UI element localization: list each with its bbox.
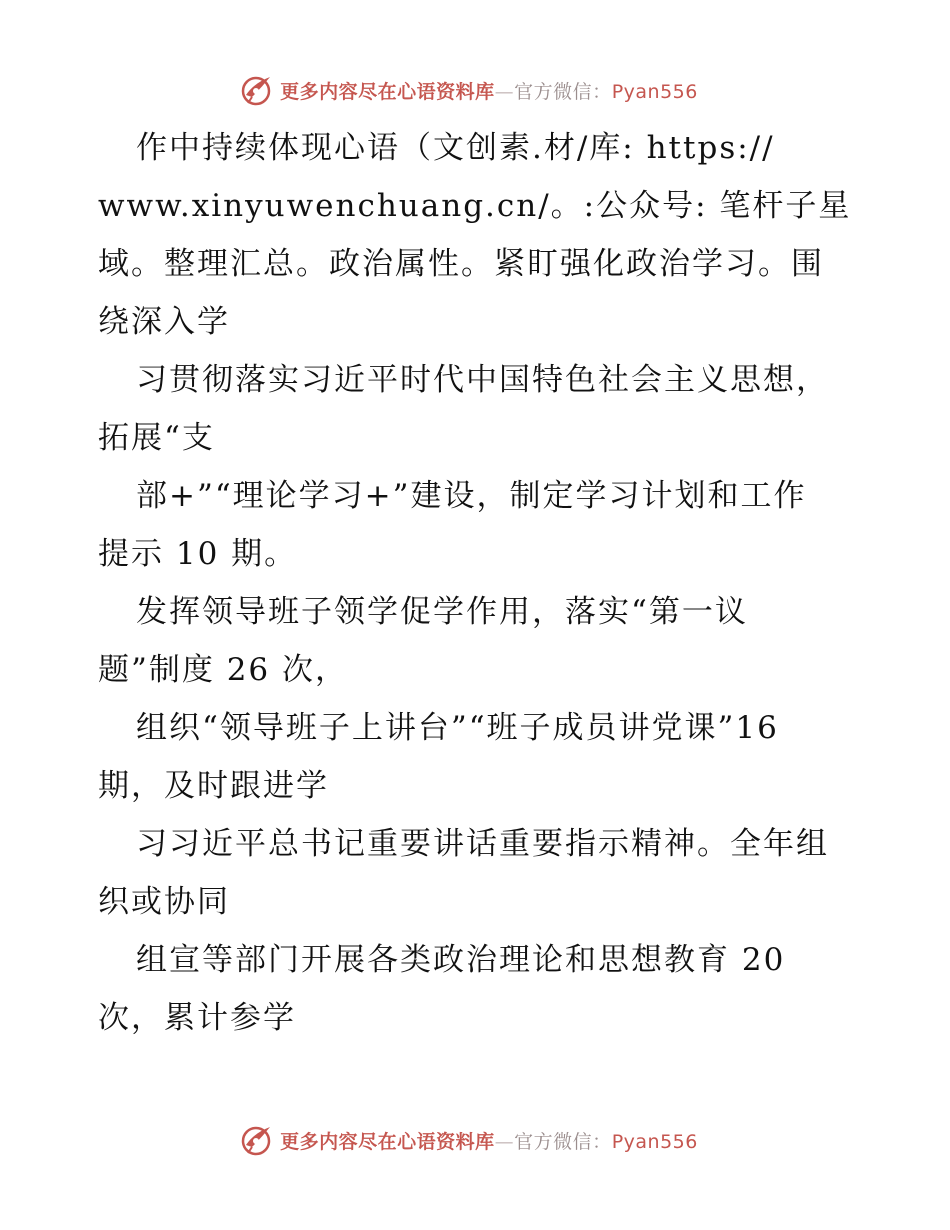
text-line: 提示 10 期。 [98,536,298,572]
text-line: 部+”“理论学习+”建设，制定学习计划和工作 [136,478,807,514]
quill-pen-logo-icon [240,73,274,107]
header-watermark-banner [0,70,950,110]
text-line: 次，累计参学 [98,1000,296,1036]
watermark-text [280,1127,698,1154]
watermark-group [240,73,698,107]
footer-watermark-banner [0,1120,950,1160]
text-line: 域。整理汇总。政治属性。紧盯强化政治学习。围 [98,246,824,282]
text-line: 期，及时跟进学 [98,768,329,804]
text-line: 拓展“支 [98,420,215,456]
text-line: 题”制度 26 次， [98,652,349,688]
watermark-main: 更多内容尽在心语资料库 [280,1130,495,1153]
document-body [98,119,858,1047]
watermark-text [280,77,698,104]
watermark-main: 更多内容尽在心语资料库 [280,80,495,103]
watermark-group [240,1123,698,1157]
watermark-dash: — [494,80,515,103]
watermark-handle: Pyan556 [611,1130,698,1153]
text-line: 组织“领导班子上讲台”“班子成员讲党课”16 [136,710,779,746]
watermark-handle: Pyan556 [611,80,698,103]
watermark-official-label: 官方微信： [514,80,612,103]
text-line: 作中持续体现心语（文创素.材/库: https:// [136,130,775,166]
text-line: 绕深入学 [98,304,230,340]
text-line: 习贯彻落实习近平时代中国特色社会主义思想， [136,362,829,398]
text-line: 发挥领导班子领学促学作用，落实“第一议 [136,594,748,630]
watermark-dash: — [494,1130,515,1153]
text-line: 组宣等部门开展各类政治理论和思想教育 20 [136,942,786,978]
text-line: 习习近平总书记重要讲话重要指示精神。全年组 [136,826,829,862]
watermark-official-label: 官方微信： [514,1130,612,1153]
text-line: www.xinyuwenchuang.cn/。:公众号: 笔杆子星 [98,188,852,224]
quill-pen-logo-icon [240,1123,274,1157]
text-line: 织或协同 [98,884,230,920]
